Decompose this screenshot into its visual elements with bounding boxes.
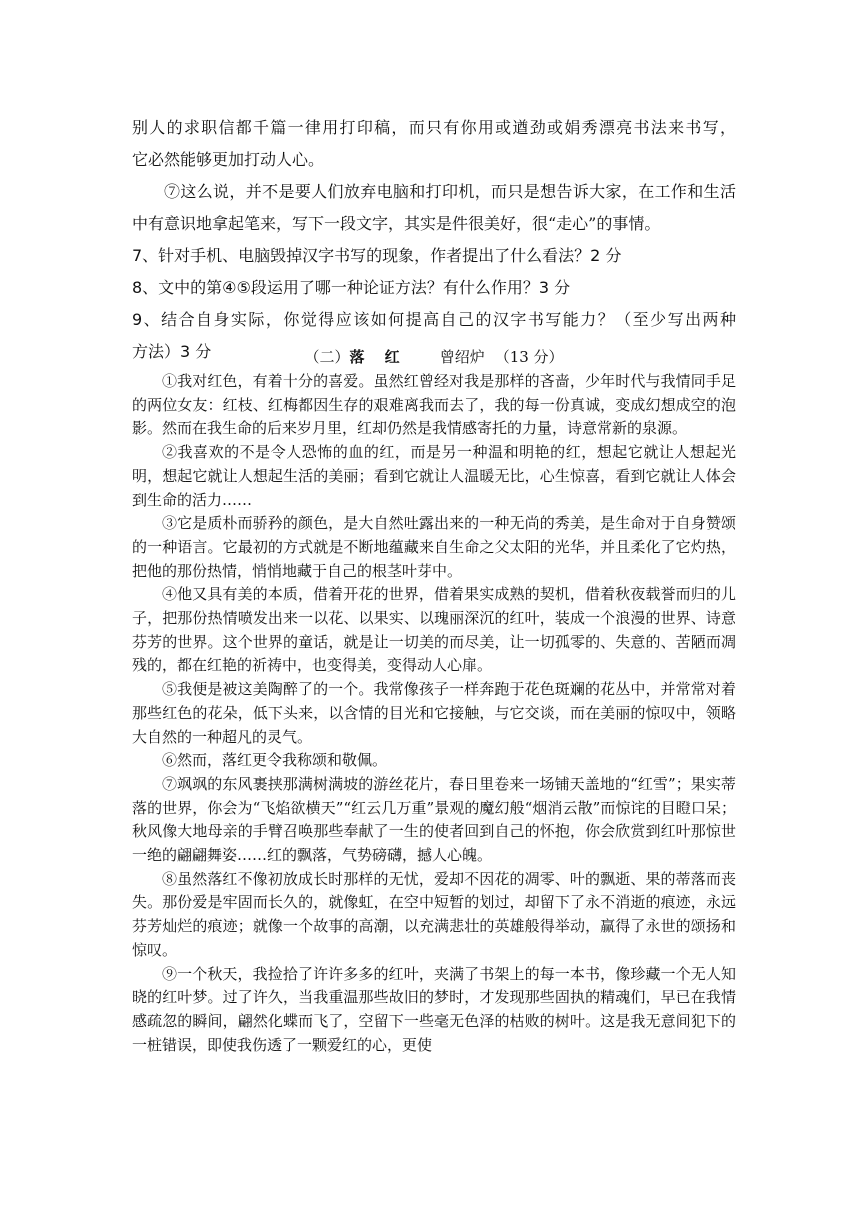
question-7: 7、针对手机、电脑毁掉汉字书写的现象，作者提出了什么看法？2 分 bbox=[132, 246, 622, 265]
question-9-line-2: 方法）3 分 bbox=[132, 342, 212, 361]
article-paragraph-7: ⑦飒飒的东风裹挟那满树满坡的游丝花片，春日里卷来一场铺天盖地的“红雪”；果实蒂落的世界，你会为“飞焰欲横天”“红云几万重”景观的魔幻般“烟消云散”而惊诧的目瞪口呆；秋风像大地母亲的手臂召唤那些奉献了一生的使者回到自己的怀抱，你会欣赏到红叶那惊世一绝的翩翩舞姿……红的飘落，气势磅礴，撼人心魄。 bbox=[132, 774, 736, 865]
article-author: 曾绍炉 bbox=[439, 348, 485, 366]
article-paragraph-1: ①我对红色，有着十分的喜爱。虽然红曾经对我是那样的吝啬，少年时代与我情同手足的两位女友：红枝、红梅都因生存的艰难离我而去了，我的每一份真诚，变成幻想成空的泡影。然而在我生命的后来岁月里，红却仍然是我情感寄托的力量，诗意常新的泉源。 bbox=[132, 372, 736, 438]
article-score: （13 分） bbox=[494, 348, 564, 366]
question-9-line-1: 9、结合自身实际，你觉得应该如何提高自己的汉字书写能力？（至少写出两种 bbox=[132, 310, 736, 329]
article-paragraph-4: ④他又具有美的本质，借着开花的世界，借着果实成熟的契机，借着秋夜载誉而归的儿子，把那份热情喷发出来一以花、以果实、以瑰丽深沉的红叶，装成一个浪漫的世界、诗意芬芳的世界。这个世界的童话，就是让一切美的而尽美，让一切孤零的、失意的、苦陋而凋残的，都在红艳的祈祷中，也变得美，变得动人心扉。 bbox=[132, 585, 736, 675]
article-paragraph-3: ③它是质朴而骄矜的颜色，是大自然吐露出来的一种无尚的秀美，是生命对于自身赞颂的一种语言。它最初的方式就是不断地蕴藏来自生命之父太阳的光华，并且柔化了它灼热，把他的那份热情，悄悄地藏于自己的根茎叶芽中。 bbox=[132, 514, 736, 580]
paragraph-7: ⑦这么说，并不是要人们放弃电脑和打印机，而只是想告诉大家，在工作和生活中有意识地拿起笔来，写下一段文字，其实是件很美好，很“走心”的事情。 bbox=[132, 182, 736, 233]
article-paragraph-8: ⑧虽然落红不像初放成长时那样的无忧，爱却不因花的凋零、叶的飘逝、果的蒂落而丧失。那份爱是牢固而长久的，就像虹，在空中短暂的划过，却留下了永不消逝的痕迹，永远芬芳灿烂的痕迹；就像一个故事的高潮，以充满悲壮的英雄般得举动，赢得了永世的颂扬和惊叹。 bbox=[132, 869, 736, 959]
previous-paragraph-end: 它必然能够更加打动人心。 bbox=[132, 150, 325, 169]
article-heading bbox=[132, 346, 736, 368]
article-title: 落 红 bbox=[349, 348, 400, 366]
article-paragraph-6: ⑥然而，落红更令我称颂和敬佩。 bbox=[162, 751, 388, 770]
question-8: 8、文中的第④⑤段运用了哪一种论证方法？有什么作用？3 分 bbox=[132, 278, 571, 297]
section-number: （二） bbox=[304, 348, 350, 366]
article-paragraph-5: ⑤我便是被这美陶醉了的一个。我常像孩子一样奔跑于花色斑斓的花丛中，并常常对着那些红色的花朵，低下头来，以含情的目光和它接触，与它交谈，而在美丽的惊叹中，领略大自然的一种超凡的灵气。 bbox=[132, 680, 736, 746]
previous-paragraph-line: 别人的求职信都千篇一律用打印稿，而只有你用或遒劲或娟秀漂亮书法来书写， bbox=[132, 118, 736, 137]
top-section bbox=[132, 112, 736, 368]
article-paragraph-9: ⑨一个秋天，我捡拾了许许多多的红叶，夹满了书架上的每一本书，像珍藏一个无人知晓的红叶梦。过了许久，当我重温那些故旧的梦时，才发现那些固执的精魂们，早已在我情感疏忽的瞬间，翩然化蝶而飞了，空留下一些毫无色泽的枯败的树叶。这是我无意间犯下的一桩错误，即使我伤透了一颗爱红的心，更使 bbox=[132, 964, 736, 1054]
article-paragraph-2: ②我喜欢的不是令人恐怖的血的红，而是另一种温和明艳的红，想起它就让人想起光明，想起它就让人想起生活的美丽；看到它就让人温暖无比，心生惊喜，看到它就让人体会到生命的活力…… bbox=[132, 443, 736, 509]
article-body bbox=[132, 370, 736, 1057]
